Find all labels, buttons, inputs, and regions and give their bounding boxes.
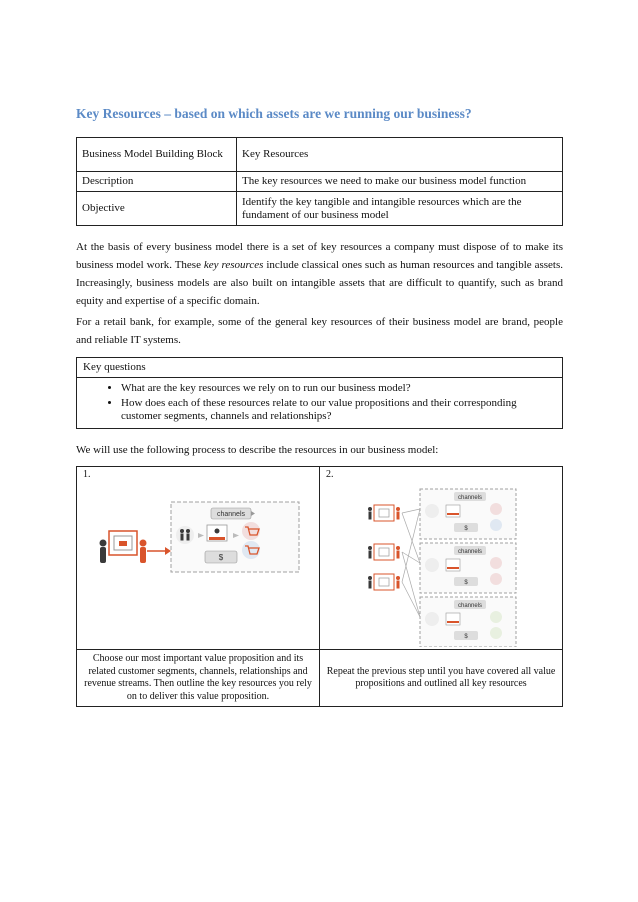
table-row bbox=[77, 192, 563, 226]
table-row bbox=[77, 138, 563, 172]
info-value: Identify the key tangible and intangible resources which are the fundament of our business model bbox=[237, 192, 563, 226]
process-step-1-cell bbox=[77, 467, 320, 650]
key-questions-header: Key questions bbox=[77, 358, 563, 378]
process-illustration-1 bbox=[83, 487, 313, 647]
section-heading: Key Resources – based on which assets are we running our business? bbox=[76, 106, 472, 121]
cart-icon bbox=[242, 522, 260, 540]
paragraph-example: For a retail bank, for example, some of the general key resources of their business model are brand, people and reliable IT systems. bbox=[76, 316, 563, 346]
info-value: The key resources we need to make our business model function bbox=[237, 172, 563, 192]
list-item: • What are the key resources we rely on to run our business model? bbox=[121, 382, 556, 395]
table-row bbox=[77, 172, 563, 192]
paragraph-intro bbox=[76, 238, 563, 310]
key-questions-table bbox=[76, 357, 563, 429]
revenue-symbol: $ bbox=[464, 526, 468, 532]
info-label: Business Model Building Block bbox=[77, 138, 237, 172]
info-label: Description bbox=[77, 172, 237, 192]
value-proposition-box bbox=[420, 543, 516, 593]
process-intro: We will use the following process to describe the resources in our business model: bbox=[76, 444, 439, 456]
channels-label: channels bbox=[458, 549, 483, 555]
info-value: Key Resources bbox=[237, 138, 563, 172]
person-icon bbox=[100, 540, 107, 564]
people-icon bbox=[176, 526, 194, 544]
info-table bbox=[76, 137, 563, 226]
paragraph-emphasis: key resources bbox=[203, 259, 264, 271]
process-table bbox=[76, 466, 563, 707]
info-label: Objective bbox=[77, 192, 237, 226]
revenue-symbol: $ bbox=[464, 634, 468, 640]
paragraph-intro-b: include classical ones such as human resources and tangible assets. Increasingly, business models are also built on intangible assets that are difficult to quantify, such as brand equity and expertise of a specific domain. bbox=[76, 259, 564, 307]
step-number: 2. bbox=[326, 469, 334, 480]
channels-label: channels bbox=[216, 511, 246, 518]
revenue-symbol: $ bbox=[218, 553, 224, 562]
key-questions-list bbox=[83, 382, 556, 424]
list-item: • How does each of these resources relate to our value propositions and their corresponding customer segments, channels and relationships? bbox=[121, 397, 556, 423]
channels-label: channels bbox=[458, 495, 483, 501]
paragraph-intro-a: At the basis of every business model there is a set of key resources a company must dispose of to make its business model work. These bbox=[76, 241, 563, 271]
channels-label: channels bbox=[458, 603, 483, 609]
step-caption: Repeat the previous step until you have covered all value propositions and outlined all key resources bbox=[320, 650, 563, 707]
person-icon bbox=[140, 540, 147, 564]
revenue-symbol: $ bbox=[464, 580, 468, 586]
value-proposition-box bbox=[420, 489, 516, 539]
resource-column bbox=[368, 505, 420, 617]
value-proposition-box bbox=[420, 597, 516, 647]
step-number: 1. bbox=[83, 469, 91, 480]
step-caption: Choose our most important value proposition and its related customer segments, channels, relationships and revenue streams. Then outline the key resources you rely on to deliver this value proposition. bbox=[77, 650, 320, 707]
process-step-2-cell bbox=[320, 467, 563, 650]
process-illustration-2 bbox=[326, 487, 556, 647]
